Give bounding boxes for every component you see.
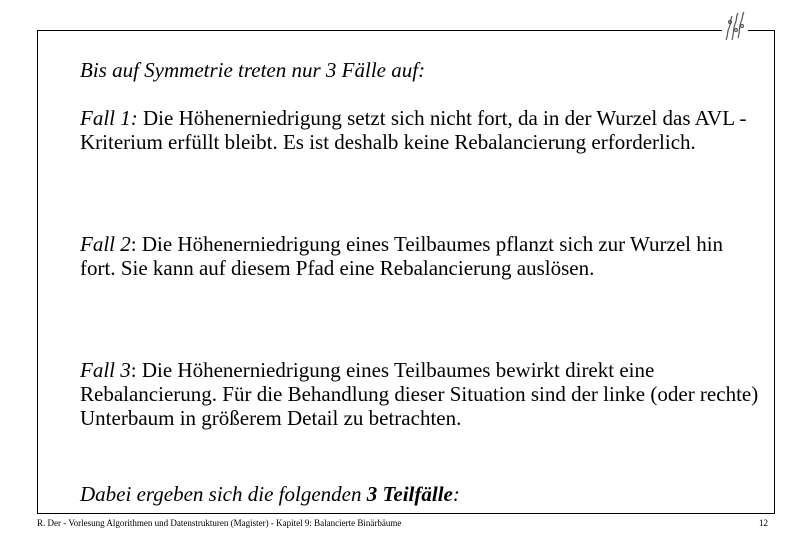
closing-line xyxy=(80,482,460,507)
slide-heading: Bis auf Symmetrie treten nur 3 Fälle auf: xyxy=(80,58,426,82)
case-1-label: Fall 1: xyxy=(80,106,138,130)
slide-frame-bottom-rule xyxy=(37,513,775,514)
case-2-text: : Die Höhenerniedrigung eines Teilbaumes pflanzt sich zur Wurzel hin fort. Sie kann auf diesem Pfad eine Rebalancierung auslösen. xyxy=(80,232,724,280)
case-2-paragraph xyxy=(80,232,760,280)
footer-text: R. Der - Vorlesung Algorithmen und Datenstrukturen (Magister) - Kapitel 9: Balancierte Binärbäume xyxy=(37,518,402,528)
case-1-paragraph xyxy=(80,106,760,154)
closing-bold: 3 Teilfälle xyxy=(366,482,453,506)
closing-suffix: : xyxy=(452,482,460,506)
university-logo-icon xyxy=(722,10,748,44)
case-3-paragraph xyxy=(80,358,760,430)
case-1-text: Die Höhenerniedrigung setzt sich nicht fort, da in der Wurzel das AVL - Kriterium erfüllt bleibt. Es ist deshalb keine Rebalancierung erforderlich. xyxy=(80,106,747,154)
case-2-label: Fall 2 xyxy=(80,232,131,256)
closing-prefix: Dabei ergeben sich die folgenden xyxy=(80,482,367,506)
case-3-text: : Die Höhenerniedrigung eines Teilbaumes bewirkt direkt eine Rebalancierung. Für die Behandlung dieser Situation sind der linke (oder rechte) Unterbaum in größerem Detail zu betrachten. xyxy=(80,358,759,430)
page-number: 12 xyxy=(759,518,768,528)
case-3-label: Fall 3 xyxy=(80,358,131,382)
